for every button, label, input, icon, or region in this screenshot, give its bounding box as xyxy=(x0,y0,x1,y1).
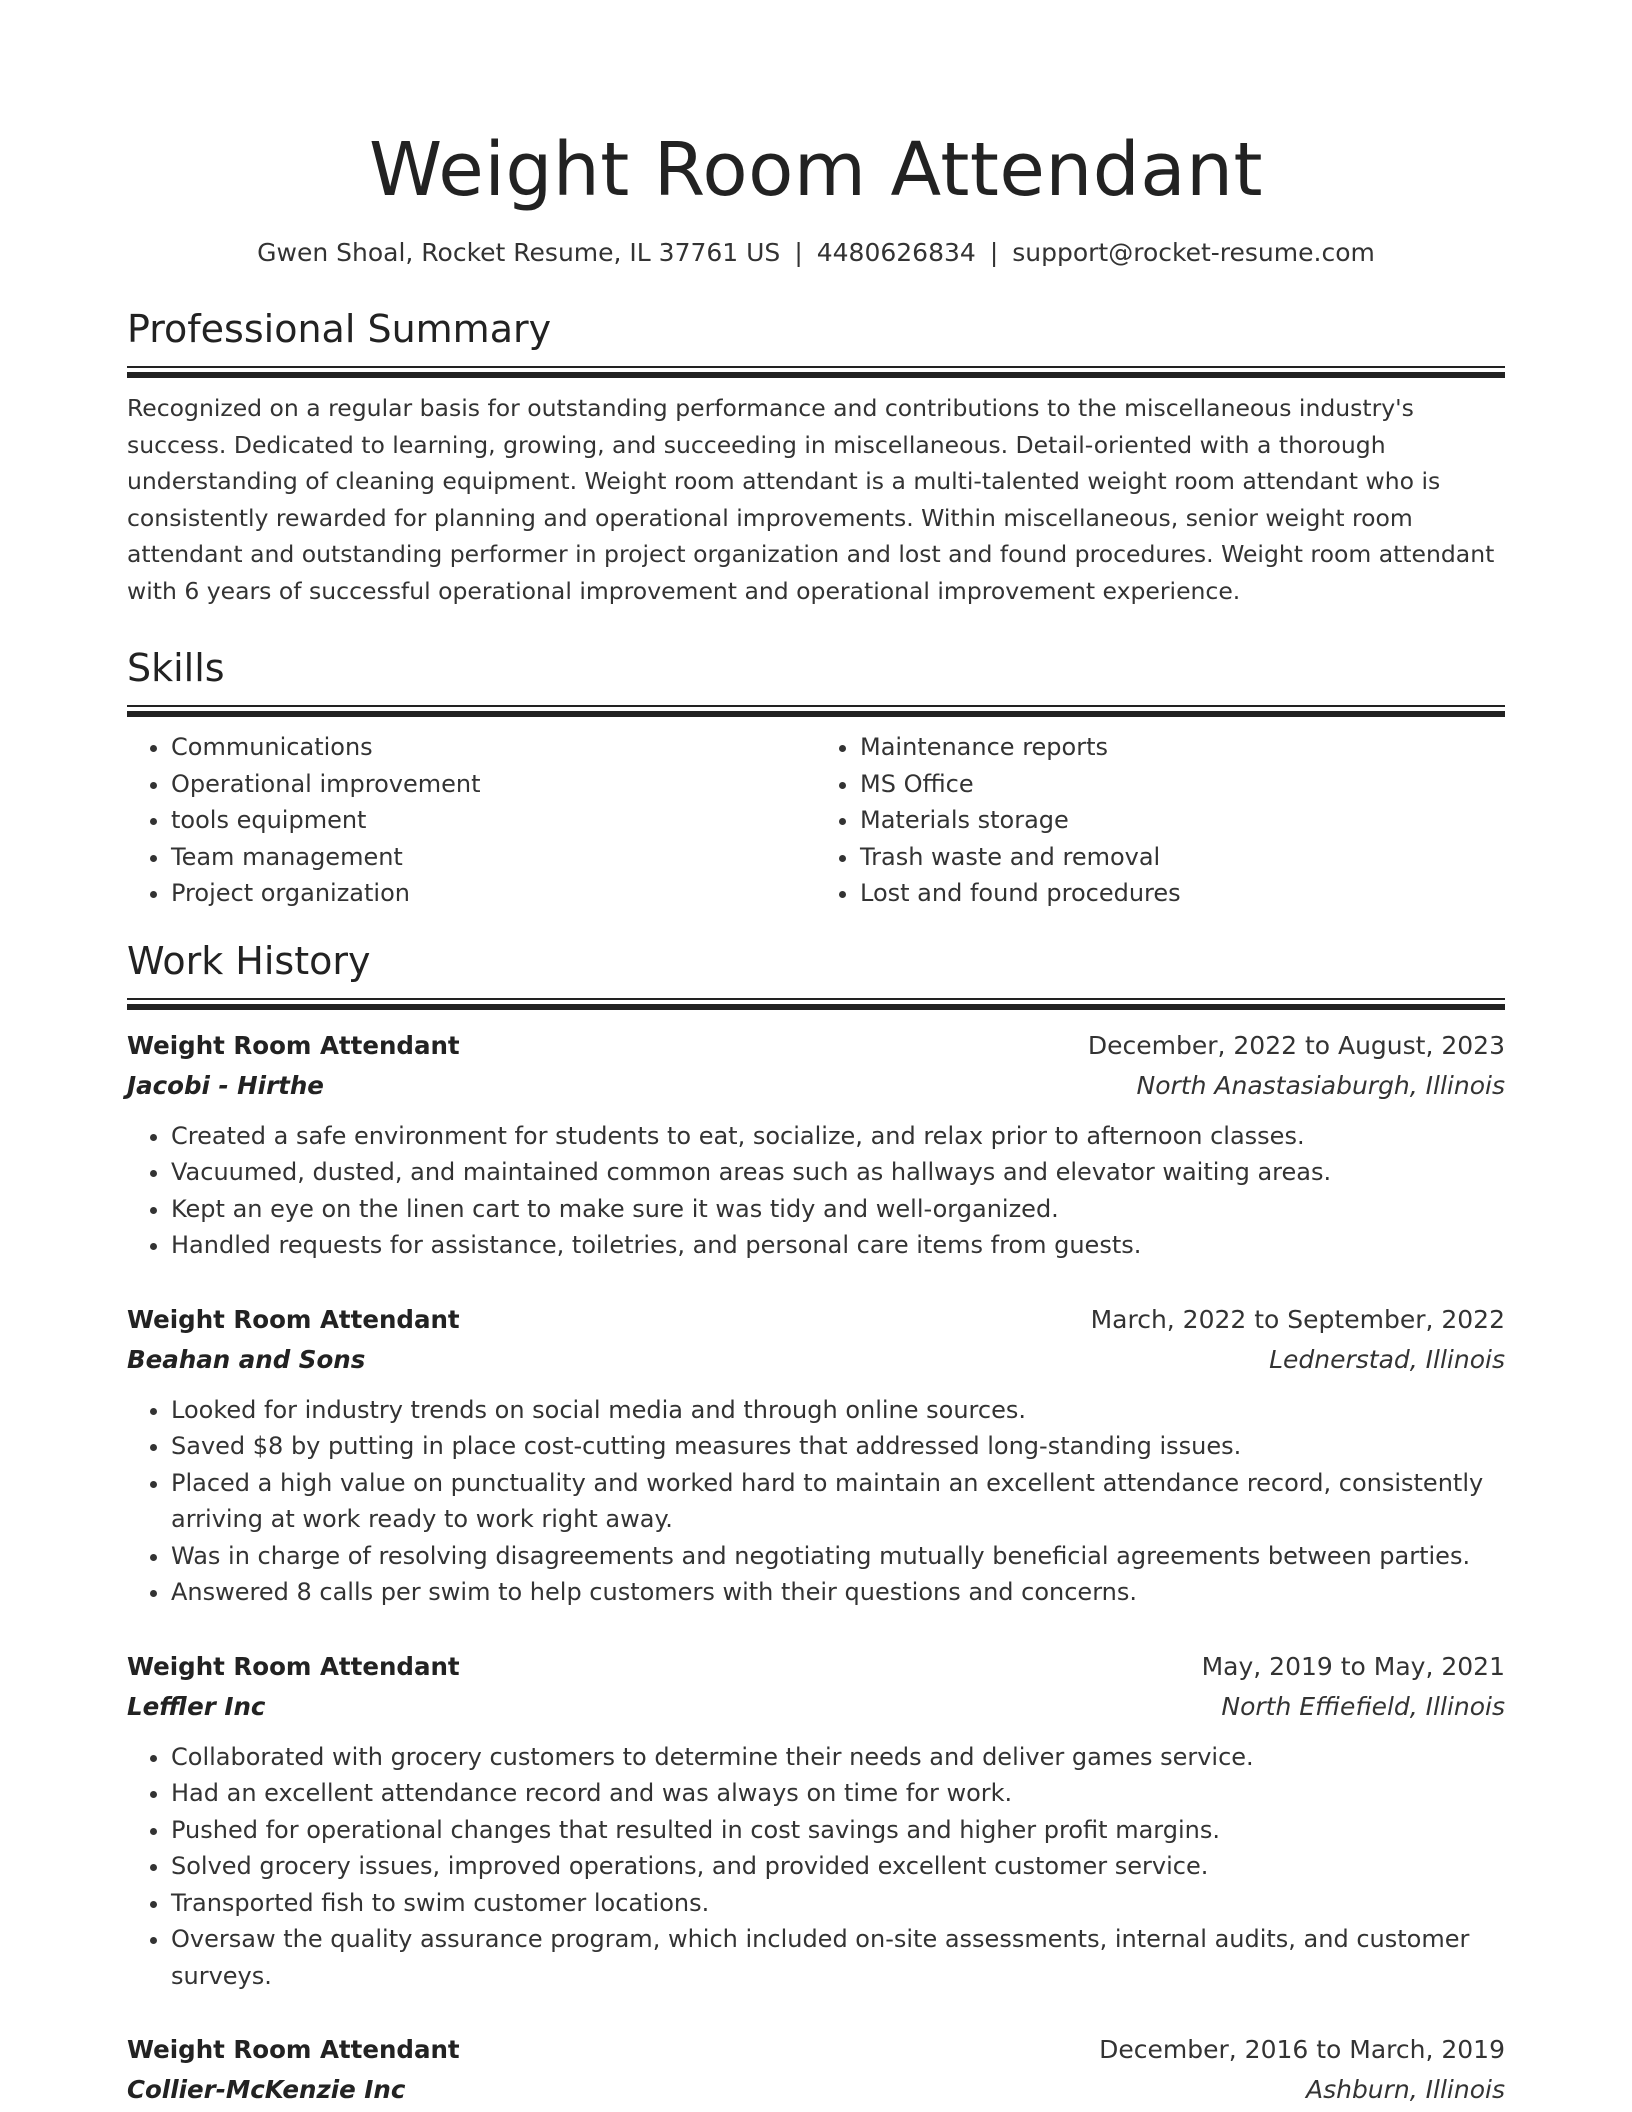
skill-item: • Materials storage xyxy=(860,802,1505,839)
work-history-section xyxy=(127,938,1505,2111)
skill-item: • Maintenance reports xyxy=(860,729,1505,766)
job-title: Weight Room Attendant xyxy=(127,1304,460,1334)
skill-item: • Lost and found procedures xyxy=(860,875,1505,912)
skill-item: • Team management xyxy=(171,839,816,876)
job-bullet: • Oversaw the quality assurance program, which included on-site assessments, internal audits, and customer surveys. xyxy=(171,1921,1505,1994)
skill-item: • Project organization xyxy=(171,875,816,912)
job-bullet: • Solved grocery issues, improved operations, and provided excellent customer service. xyxy=(171,1848,1505,1885)
job-entry xyxy=(127,2030,1505,2110)
job-bullet: • Created a safe environment for students to eat, socialize, and relax prior to afternoon classes. xyxy=(171,1118,1505,1155)
job-bullet: • Transported fish to swim customer locations. xyxy=(171,1885,1505,1922)
job-dates: May, 2019 to May, 2021 xyxy=(1201,1651,1505,1681)
section-heading: Professional Summary xyxy=(127,307,552,351)
job-bullets xyxy=(127,1118,1505,1264)
section-heading: Work History xyxy=(127,938,371,983)
skill-item: • Trash waste and removal xyxy=(860,839,1505,876)
skills-grid xyxy=(127,729,1505,912)
job-bullets xyxy=(127,1392,1505,1611)
job-entry xyxy=(127,1647,1505,1995)
job-entry xyxy=(127,1300,1505,1611)
job-title: Weight Room Attendant xyxy=(127,2035,460,2064)
job-title: Weight Room Attendant xyxy=(127,1651,460,1681)
contact-address: Gwen Shoal, Rocket Resume, IL 37761 US xyxy=(257,238,781,267)
contact-email: support@rocket-resume.com xyxy=(1012,238,1375,267)
job-bullet: • Had an excellent attendance record and was always on time for work. xyxy=(171,1775,1505,1812)
job-dates: December, 2022 to August, 2023 xyxy=(1087,1030,1505,1060)
job-title: Weight Room Attendant xyxy=(127,1030,460,1060)
job-dates: December, 2016 to March, 2019 xyxy=(1099,2035,1505,2064)
job-bullet: • Answered 8 calls per swim to help customers with their questions and concerns. xyxy=(171,1574,1505,1611)
job-company: Jacobi - Hirthe xyxy=(127,1070,324,1100)
section-divider xyxy=(127,366,1505,378)
section-divider xyxy=(127,705,1505,717)
professional-summary-section xyxy=(127,306,1505,609)
contact-separator: | xyxy=(989,238,999,267)
section-divider xyxy=(127,998,1505,1010)
job-bullet: • Looked for industry trends on social media and through online sources. xyxy=(171,1392,1505,1429)
skill-item: • MS Office xyxy=(860,766,1505,803)
job-bullet: • Was in charge of resolving disagreements and negotiating mutually beneficial agreements between parties. xyxy=(171,1538,1505,1575)
section-heading: Skills xyxy=(127,646,225,690)
skills-list-left xyxy=(127,729,816,912)
job-dates: March, 2022 to September, 2022 xyxy=(1090,1304,1505,1334)
job-company: Leffler Inc xyxy=(127,1691,266,1721)
resume-title: Weight Room Attendant xyxy=(368,127,1264,213)
job-bullet: • Kept an eye on the linen cart to make sure it was tidy and well-organized. xyxy=(171,1191,1505,1228)
job-location: North Anastasiaburgh, Illinois xyxy=(1136,1070,1505,1100)
job-bullet: • Vacuumed, dusted, and maintained common areas such as hallways and elevator waiting areas. xyxy=(171,1154,1505,1191)
contact-line xyxy=(127,236,1505,270)
job-bullet: • Placed a high value on punctuality and worked hard to maintain an excellent attendance record, consistently arriving at work ready to work right away. xyxy=(171,1465,1505,1538)
contact-separator: | xyxy=(794,238,803,267)
job-location: Ashburn, Illinois xyxy=(1305,2075,1505,2104)
job-bullet: • Handled requests for assistance, toiletries, and personal care items from guests. xyxy=(171,1227,1505,1264)
job-company: Beahan and Sons xyxy=(127,1344,366,1374)
job-location: Lednerstad, Illinois xyxy=(1269,1344,1505,1374)
job-entry xyxy=(127,1026,1505,1264)
skill-item: • Operational improvement xyxy=(171,766,816,803)
job-bullet: • Pushed for operational changes that resulted in cost savings and higher profit margins. xyxy=(171,1812,1505,1849)
job-location: North Effiefield, Illinois xyxy=(1221,1691,1505,1721)
job-bullets xyxy=(127,1739,1505,1995)
job-bullet: • Saved $8 by putting in place cost-cutting measures that addressed long-standing issues. xyxy=(171,1428,1505,1465)
job-bullet: • Collaborated with grocery customers to determine their needs and deliver games service. xyxy=(171,1739,1505,1776)
skill-item: • tools equipment xyxy=(171,802,816,839)
contact-phone: 4480626834 xyxy=(816,238,976,267)
summary-text: Recognized on a regular basis for outstanding performance and contributions to the miscellaneous industry's success. Dedicated to learning, growing, and succeeding in miscellaneous. Detail-oriented with a thorough understanding of cleaning equipment. Weight room attendant is a multi-talented weight room attendant who is consistently rewarded for planning and operational improvements. Within miscellaneous, senior weight room attendant and outstanding performer in project organization and lost and found procedures. Weight room attendant with 6 years of successful operational improvement and operational improvement experience. xyxy=(127,394,1495,605)
skill-item: • Communications xyxy=(171,729,816,766)
skills-section xyxy=(127,645,1505,912)
job-company: Collier-McKenzie Inc xyxy=(127,2075,406,2104)
skills-list-right xyxy=(816,729,1505,912)
